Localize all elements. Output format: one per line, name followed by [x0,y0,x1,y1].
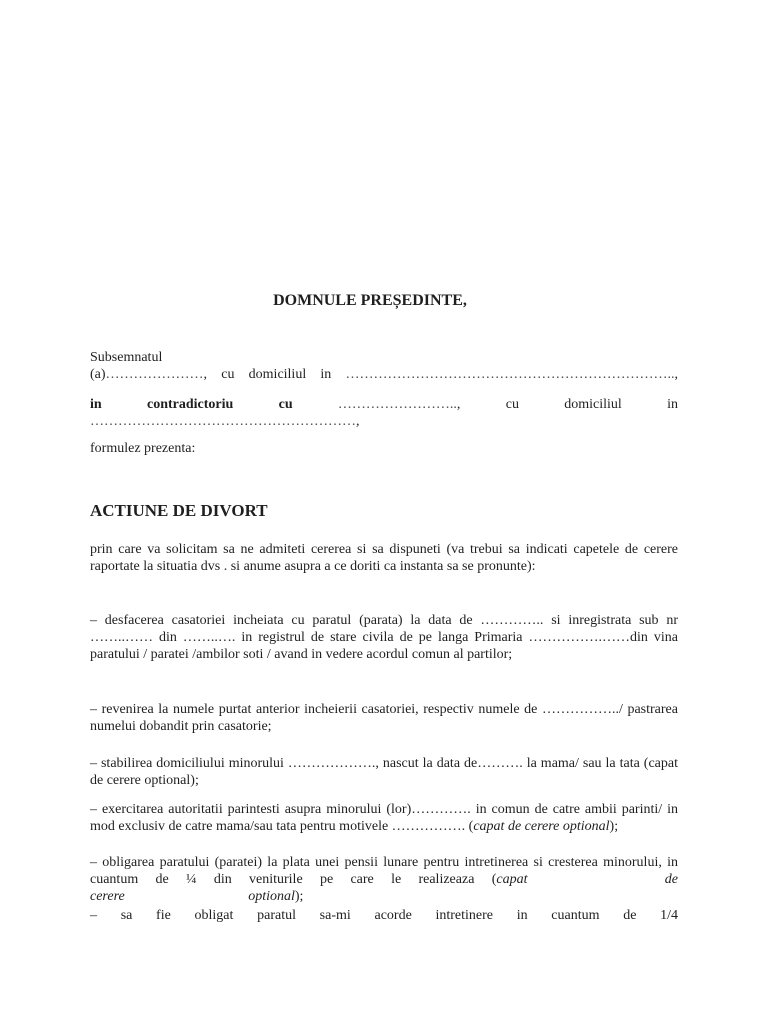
paragraph-maintenance: – sa fie obligat paratul sa-mi acorde intretinere in cuantum de 1/4 [90,908,678,923]
authority-end: ); [609,819,619,834]
petitioner-address-dots: …………………………………………………………….. [345,367,675,382]
respondent-address-line [90,413,678,430]
petitioner-line-end: , [674,367,679,382]
respondent-line [90,396,678,413]
section-heading: ACTIUNE DE DIVORT [90,501,268,520]
petitioner-line [90,366,678,383]
respondent-domicile-label: , cu domiciliul in [456,397,678,412]
authority-text: – exercitarea autoritatii parintesti asupra minorului (lor)…………. in comun de catre ambii parinti/ in mod exclusiv de catre mama/sau tata pentru motivele ……………. ( [90,802,678,834]
respondent-block [90,396,678,430]
paragraph-authority [90,801,678,835]
paragraph-dissolution: – desfacerea casatoriei incheiata cu paratul (parata) la data de ………….. si inregistrata sub nr ……..…… din ……..…. in registrul de stare civila de pe langa Primaria …………….……din vina paratului / paratei /ambilor soti / avand in vedere acordul comun al partilor; [90,613,678,662]
respondent-line-end: , [356,414,360,429]
respondent-name-dots: …………………….. [337,397,457,412]
petitioner-name-dots: ………………… [105,367,204,382]
paragraph-domicile: – stabilirea domiciliului minorului ………………., nascut la data de………. la mama/ sau la tata (capat de cerere optional); [90,756,678,788]
intro-paragraph: prin care va solicitam sa ne admiteti cererea si sa dispuneti (va trebui sa indicati capetele de cerere raportate la situatia dvs . si anume asupra a ce doriti ca instanta sa se pronunte): [90,542,678,574]
authority-optional-note: capat de cerere optional [473,819,610,834]
alimony-text: – obligarea paratului (paratei) la plata unei pensii lunare pentru intretinerea si cresterea minorului, in cuantum de ¼ din veniturile pe care le realizeaza ( [90,855,678,887]
respondent-address-dots: ………………………………………………… [90,414,356,429]
formulate-text: formulez prezenta: [90,441,196,456]
paragraph-name: – revenirea la numele purtat anterior incheierii casatoriei, respectiv numele de ……………../ pastrarea numelui dobandit prin casatorie; [90,702,678,734]
petitioner-label: Subsemnatul [90,350,163,365]
petitioner-block [90,349,678,383]
document-title: DOMNULE PREȘEDINTE, [273,292,467,309]
respondent-label: in contradictoriu cu [90,397,293,412]
paragraph-alimony [90,854,678,905]
alimony-end: ); [294,889,304,904]
alimony-optional-note: capat de cerere optional [90,872,678,904]
petitioner-prefix: (a) [90,367,106,382]
petitioner-domicile-label: , cu domiciliul in [203,367,332,382]
